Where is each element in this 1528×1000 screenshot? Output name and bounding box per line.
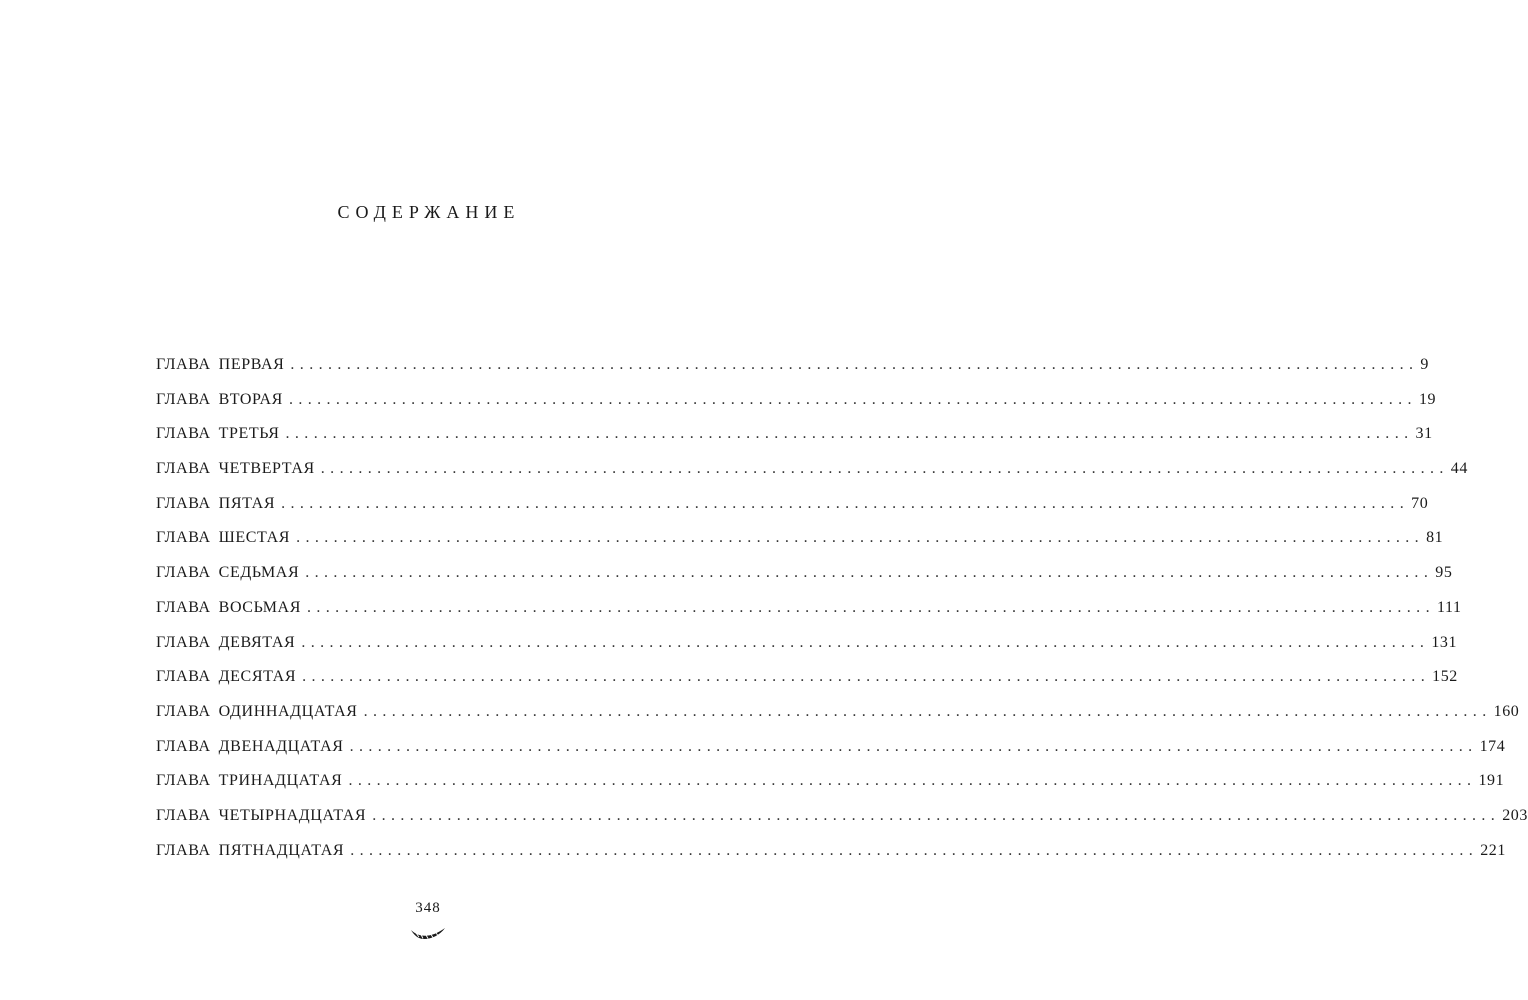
toc-entry-label (156, 668, 296, 686)
toc-dot-leader: ........................................................................................................................ (305, 564, 1434, 582)
toc-dot-leader: ........................................................................................................................ (350, 841, 1479, 859)
toc-entry-name: ДЕВЯТАЯ (218, 633, 296, 651)
toc-dot-leader: ........................................................................................................................ (306, 598, 1435, 616)
toc-entry-prefix: ГЛАВА (156, 633, 211, 651)
toc-entry-page-number: 70 (1411, 494, 1429, 512)
page-title: СОДЕРЖАНИЕ (337, 202, 521, 222)
page-number: 348 (415, 900, 441, 916)
toc-entry-name: ПЕРВАЯ (218, 356, 285, 373)
toc-entry-page-number: 81 (1426, 529, 1444, 547)
toc-entry-label (156, 391, 283, 409)
toc-entry[interactable] (156, 668, 1458, 703)
toc-entry-name: ТРЕТЬЯ (218, 425, 280, 443)
toc-dot-leader: ........................................................................................................................ (290, 356, 1419, 373)
toc-entry-label (156, 772, 342, 790)
toc-entry-label (156, 425, 280, 443)
toc-entry-page-number: 203 (1502, 806, 1528, 824)
toc-entry-prefix: ГЛАВА (156, 772, 211, 790)
toc-entry-prefix: ГЛАВА (156, 668, 211, 686)
toc-entry-page-number: 31 (1415, 425, 1433, 443)
toc-entry-label (156, 703, 358, 721)
toc-entry[interactable] (156, 806, 1528, 842)
toc-entry-prefix: ГЛАВА (156, 598, 211, 616)
toc-entry-page-number: 111 (1436, 598, 1462, 616)
toc-entry-page-number: 221 (1480, 841, 1507, 859)
toc-entry-label (156, 495, 275, 513)
toc-dot-leader: ........................................................................................................................ (301, 633, 1430, 651)
toc-dot-leader: ........................................................................................................................ (296, 529, 1425, 547)
toc-entry[interactable] (156, 598, 1462, 634)
toc-entry-name: СЕДЬМАЯ (218, 564, 300, 582)
toc-entry-label (156, 634, 295, 652)
toc-dot-leader: ........................................................................................................................ (320, 460, 1449, 478)
toc-entry-prefix: ГЛАВА (156, 564, 211, 582)
toc-dot-leader: ........................................................................................................................ (302, 668, 1431, 686)
toc-entry[interactable] (156, 772, 1505, 807)
toc-entry-label (156, 599, 301, 617)
toc-entry-label (156, 529, 290, 547)
toc-dot-leader: ........................................................................................................................ (281, 494, 1410, 512)
toc-entry-prefix: ГЛАВА (156, 737, 211, 755)
toc-entry-page-number: 160 (1493, 702, 1520, 720)
toc-entry-page-number: 174 (1479, 737, 1506, 755)
toc-dot-leader: ........................................................................................................................ (288, 390, 1417, 408)
toc-entry[interactable] (156, 841, 1507, 877)
toc-dot-leader: ........................................................................................................................ (285, 425, 1414, 443)
toc-entry-page-number: 44 (1450, 460, 1468, 478)
toc-entry[interactable] (156, 737, 1506, 773)
toc-entry-name: ШЕСТАЯ (218, 529, 291, 547)
toc-dot-leader: ........................................................................................................................ (372, 806, 1501, 824)
toc-entry-prefix: ГЛАВА (156, 425, 211, 443)
toc-entry-name: ЧЕТВЕРТАЯ (218, 460, 315, 478)
toc-entry-label (156, 738, 344, 756)
toc-entry-label (156, 564, 299, 582)
toc-entry[interactable] (156, 390, 1437, 426)
table-of-contents (156, 356, 1528, 876)
toc-entry-prefix: ГЛАВА (156, 806, 211, 824)
toc-entry[interactable] (156, 633, 1458, 669)
toc-entry-prefix: ГЛАВА (156, 494, 211, 512)
toc-entry-label (156, 807, 366, 825)
toc-entry-page-number: 191 (1478, 772, 1505, 790)
toc-entry[interactable] (156, 494, 1429, 530)
toc-entry-name: ПЯТАЯ (218, 494, 276, 512)
toc-entry-prefix: ГЛАВА (156, 390, 211, 408)
toc-dot-leader: ........................................................................................................................ (348, 772, 1477, 790)
toc-entry[interactable] (156, 460, 1468, 495)
toc-entry[interactable] (156, 564, 1453, 599)
toc-entry-label (156, 356, 284, 374)
toc-entry-page-number: 152 (1432, 668, 1458, 686)
toc-entry-prefix: ГЛАВА (156, 460, 211, 478)
toc-entry-label (156, 460, 315, 478)
toc-entry-page-number: 131 (1431, 633, 1458, 651)
toc-entry-prefix: ГЛАВА (156, 841, 211, 859)
toc-entry-name: ВОСЬМАЯ (218, 598, 301, 616)
toc-entry-prefix: ГЛАВА (156, 529, 211, 547)
feather-icon (410, 925, 446, 941)
toc-entry-name: ОДИННАДЦАТАЯ (218, 702, 358, 720)
toc-entry-label (156, 842, 344, 860)
toc-entry-page-number: 19 (1418, 390, 1437, 408)
toc-entry-prefix: ГЛАВА (156, 702, 211, 720)
toc-entry-page-number: 95 (1435, 564, 1453, 582)
toc-entry-name: ЧЕТЫРНАДЦАТАЯ (218, 806, 367, 824)
toc-entry-page-number: 9 (1420, 356, 1429, 373)
toc-entry-name: ТРИНАДЦАТАЯ (218, 772, 343, 790)
toc-dot-leader: ........................................................................................................................ (363, 702, 1492, 720)
toc-entry[interactable] (156, 529, 1444, 564)
toc-entry-name: ДВЕНАДЦАТАЯ (218, 737, 344, 755)
toc-entry-name: ВТОРАЯ (218, 390, 283, 408)
toc-entry-name: ПЯТНАДЦАТАЯ (218, 841, 345, 859)
toc-entry[interactable] (156, 425, 1433, 460)
toc-entry-prefix: ГЛАВА (156, 356, 211, 373)
toc-entry-name: ДЕСЯТАЯ (218, 668, 297, 686)
toc-dot-leader: ........................................................................................................................ (349, 737, 1478, 755)
toc-entry[interactable] (156, 356, 1429, 391)
toc-entry[interactable] (156, 702, 1520, 738)
